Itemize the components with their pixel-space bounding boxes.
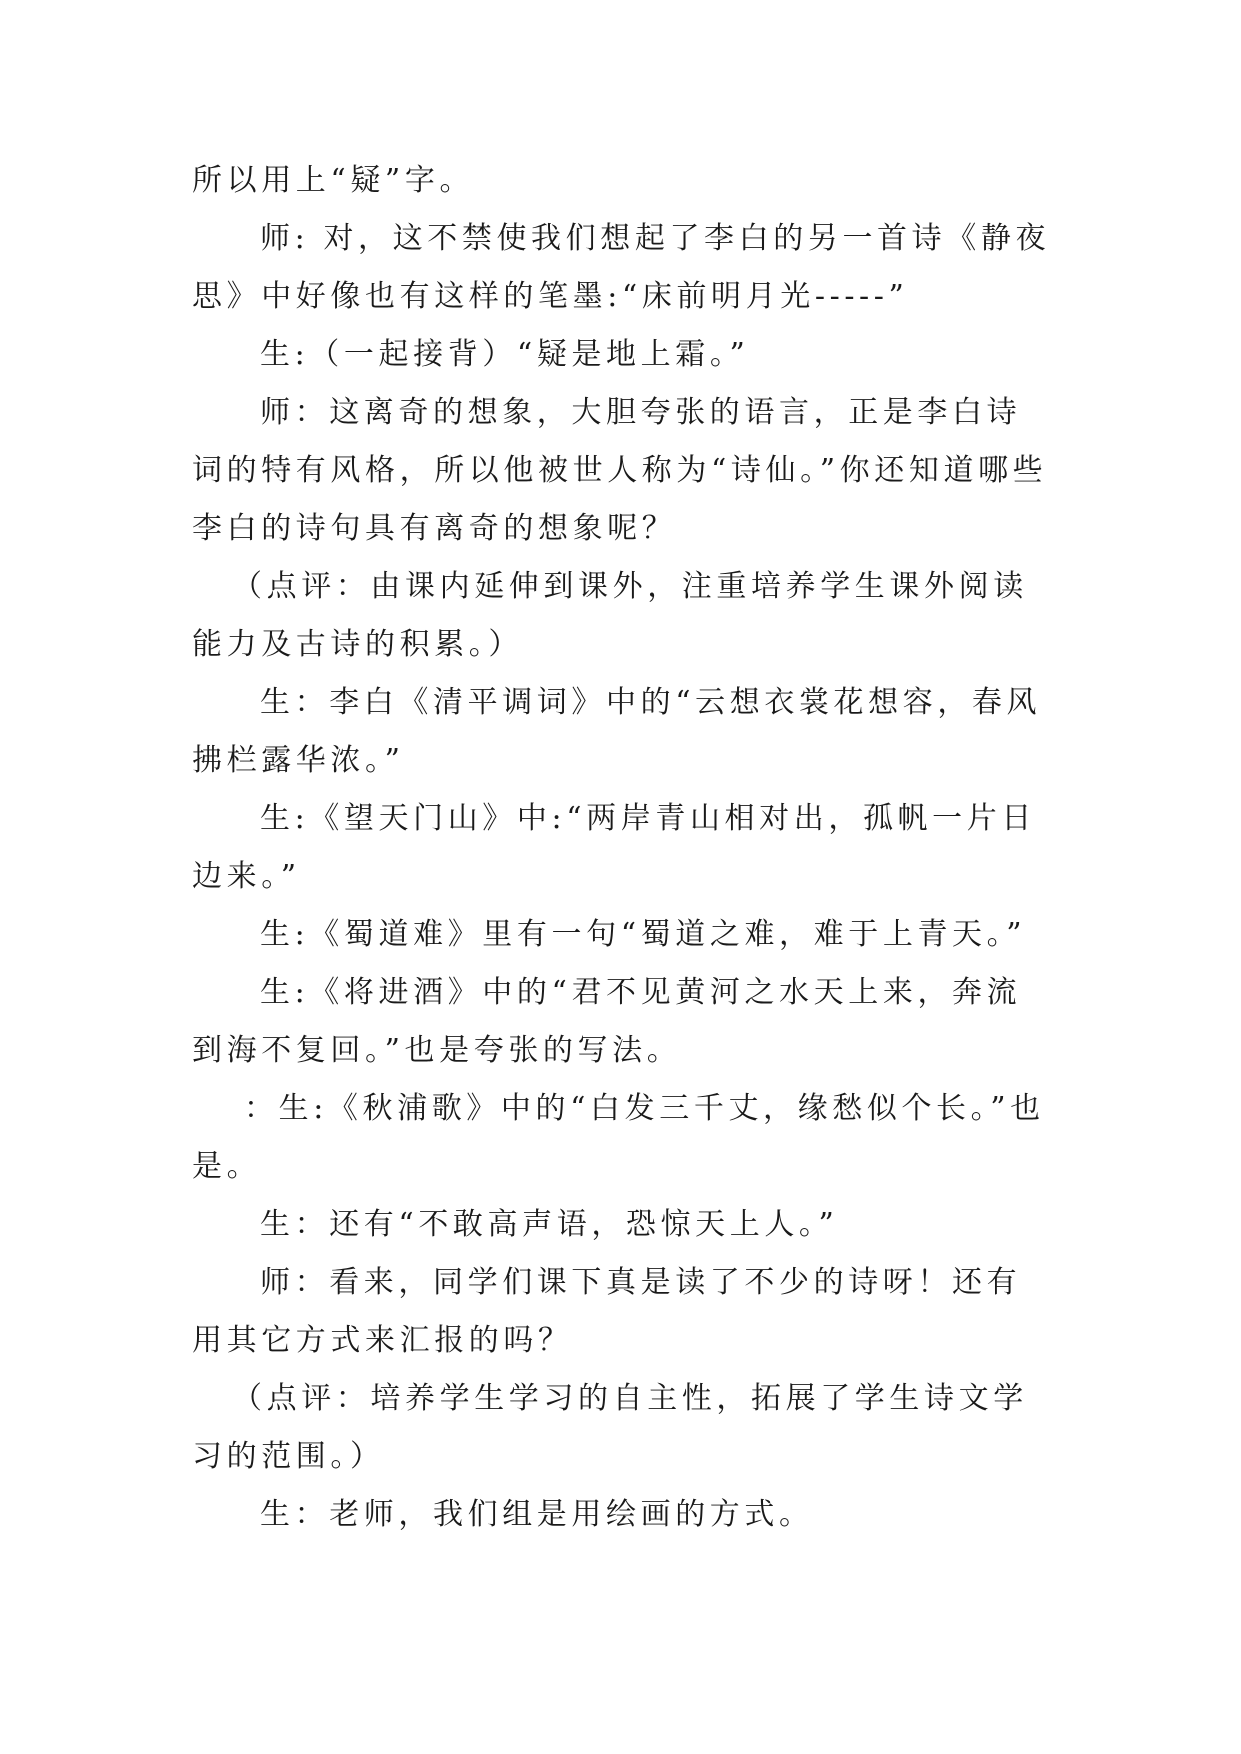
paragraph-student: 生:《蜀道难》里有一句“蜀道之难，难于上青天。” xyxy=(260,917,1027,952)
paragraph-student: 生:（一起接背）“疑是地上霜。” xyxy=(260,337,750,372)
paragraph-teacher: 师：看来，同学们课下真是读了不少的诗呀！还有用其它方式来汇报的吗？ xyxy=(192,1265,1022,1358)
paragraph-teacher: 师: 对，这不禁使我们想起了李白的另一首诗《静夜思》中好像也有这样的笔墨:“床前明月光-----” xyxy=(192,221,1051,314)
paragraph-student: 生：老师，我们组是用绘画的方式。 xyxy=(260,1497,814,1532)
paragraph-student: ：生:《秋浦歌》中的“白发三千丈，缘愁似个长。”也是。 xyxy=(192,1091,1045,1184)
paragraph-student: 生:《将进酒》中的“君不见黄河之水天上来，奔流到海不复回。”也是夸张的写法。 xyxy=(192,975,1022,1068)
document-body xyxy=(192,152,1052,1544)
paragraph-student: 生：李白《清平调词》中的“云想衣裳花想容，春风拂栏露华浓。” xyxy=(192,685,1042,778)
paragraph-teacher: 师：这离奇的想象，大胆夸张的语言，正是李白诗词的特有风格，所以他被世人称为“诗仙。”你还知道哪些李白的诗句具有离奇的想象呢？ xyxy=(192,395,1048,546)
paragraph-student: 生:《望天门山》中:“两岸青山相对出，孤帆一片日边来。” xyxy=(192,801,1036,894)
paragraph-continuation: 所以用上“疑”字。 xyxy=(192,163,475,198)
paragraph-student: 生：还有“不敢高声语，恐惊天上人。” xyxy=(260,1207,839,1242)
paragraph-comment: （点评：培养学生学习的自主性，拓展了学生诗文学习的范围。） xyxy=(192,1381,1028,1474)
paragraph-comment: （点评：由课内延伸到课外，注重培养学生课外阅读能力及古诗的积累。） xyxy=(192,569,1028,662)
